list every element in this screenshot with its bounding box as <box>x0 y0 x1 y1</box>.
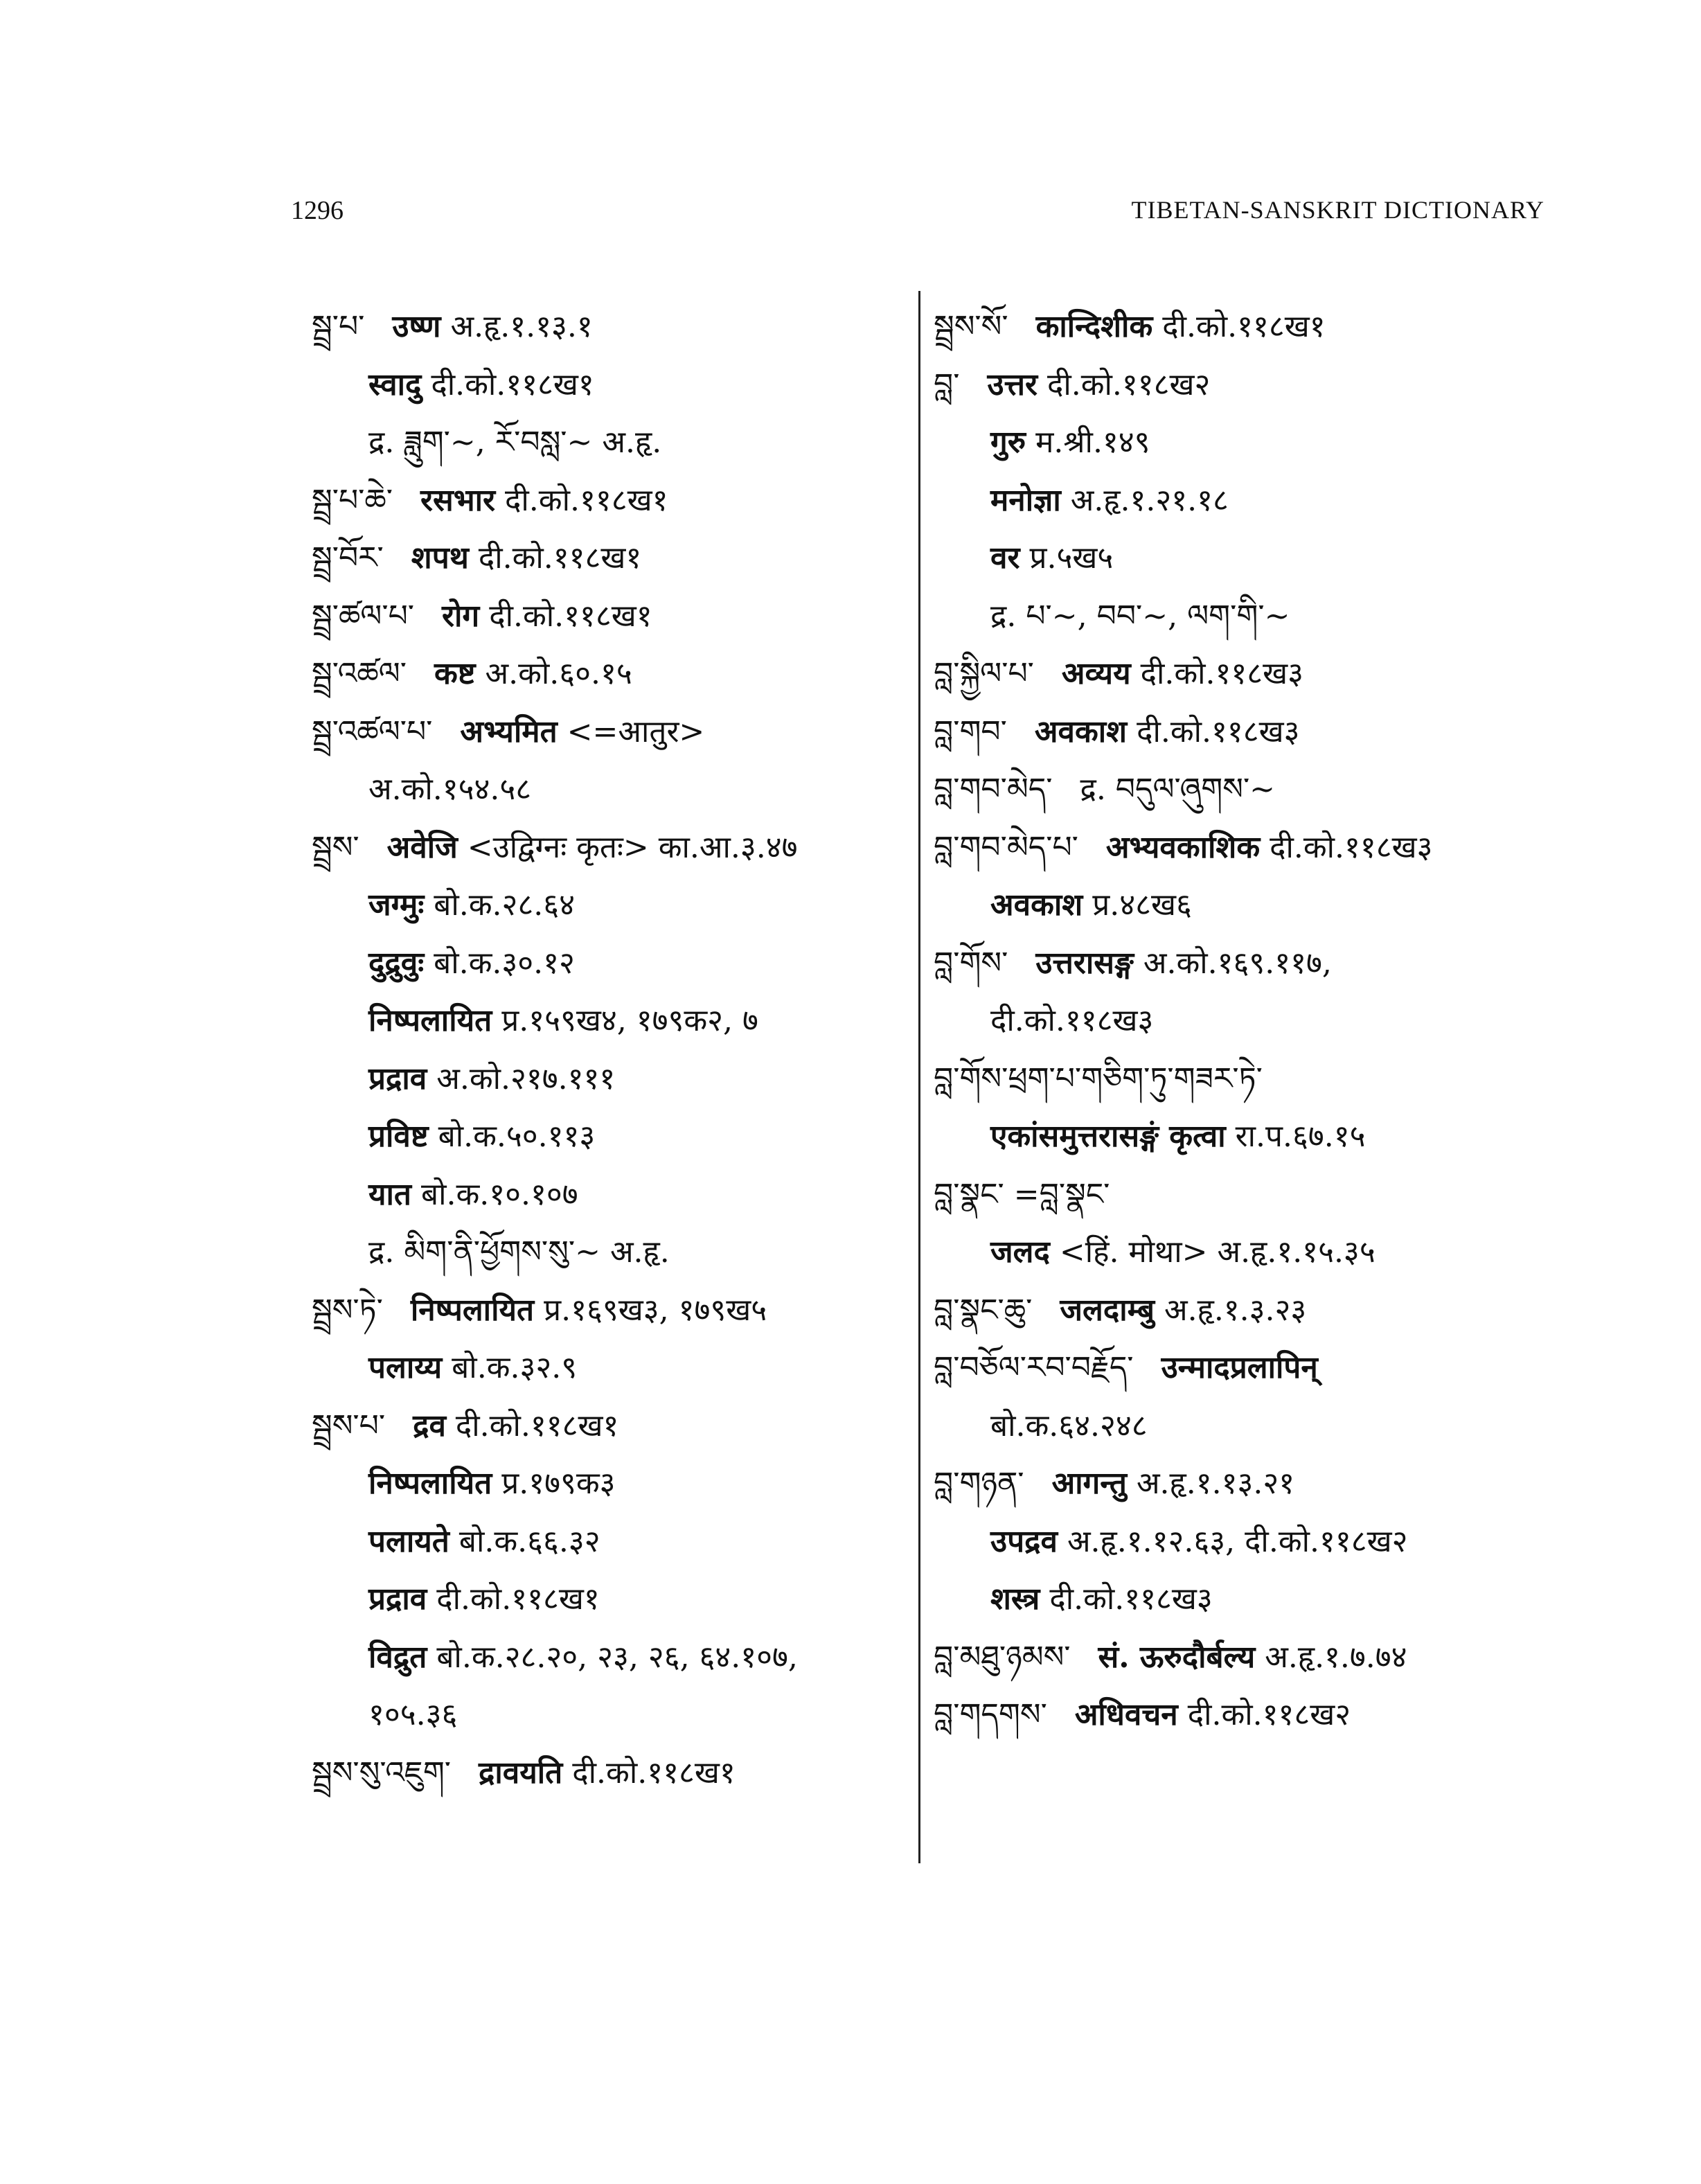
entry-subline <box>312 1513 907 1571</box>
source-reference: प्र.१६९ख३, १७९ख५ <box>544 1292 767 1328</box>
entry-headword-line <box>934 1686 1557 1744</box>
source-reference: बो.क.३२.९ <box>452 1350 578 1385</box>
source-reference: दी.को.११८ख१ <box>436 1581 600 1617</box>
tibetan-headword: སྦྲ་བོར་ <box>312 540 384 576</box>
sanskrit-equivalent: उपद्रव <box>990 1523 1058 1559</box>
source-reference: अ.हृ.१.७.७४ <box>1265 1639 1407 1675</box>
tibetan-headword: སྦྲ་འཚལ་པ་ <box>312 713 433 749</box>
entry-headword-line <box>934 761 1557 819</box>
sanskrit-equivalent: द्रव <box>413 1408 446 1444</box>
source-reference: अ.को.१६९.११७, <box>1143 945 1332 981</box>
source-reference: द्र. བདུལ་ཞུགས་~ <box>1080 772 1276 807</box>
source-reference: दी.को.११८ख३ <box>1270 829 1433 865</box>
source-reference: अ.हृ.१.३.२३ <box>1164 1292 1307 1328</box>
sanskrit-equivalent: पलायते <box>368 1523 449 1559</box>
entry-subline <box>934 1108 1557 1166</box>
entry-subline <box>312 356 907 414</box>
sanskrit-equivalent: प्रद्राव <box>368 1060 427 1097</box>
entry-headword-line <box>934 298 1557 356</box>
entry-headword-line <box>312 587 907 646</box>
source-reference: दी.को.११८ख१ <box>489 598 652 634</box>
entry-headword-line <box>934 1166 1557 1224</box>
source-reference: रा.प.६७.१५ <box>1235 1119 1366 1154</box>
entry-headword-line <box>312 472 907 530</box>
sanskrit-equivalent: उत्तरासङ्ग <box>1035 945 1134 981</box>
source-reference: बो.क.२८.२०, २३, २६, ६४.१०७, <box>436 1639 798 1675</box>
sanskrit-equivalent: प्रद्राव <box>368 1581 427 1617</box>
entry-subline <box>312 1223 907 1281</box>
sanskrit-equivalent: सं. ऊरुदौर्बल्य <box>1098 1639 1256 1675</box>
entry-headword-line <box>934 645 1557 703</box>
source-reference: दी.को.११८ख१ <box>478 540 642 576</box>
tibetan-headword: སྦྲ་ཚལ་པ་ <box>312 598 415 634</box>
source-reference: दी.को.११८ख२ <box>1187 1697 1351 1732</box>
entry-headword-line <box>934 1050 1557 1108</box>
entry-subline <box>934 587 1557 646</box>
tibetan-headword: བླ་གོས་ཕྲག་པ་གཅིག་ཏུ་གཟར་ཏེ་ <box>934 1060 1263 1097</box>
source-reference: बो.क.६४.२४८ <box>990 1408 1148 1444</box>
entry-subline <box>934 1397 1557 1455</box>
sanskrit-equivalent: गुरु <box>990 425 1026 460</box>
entry-subline <box>312 761 907 819</box>
source-reference: दी.को.११८ख३ <box>990 1003 1154 1038</box>
source-reference: बो.क.३०.१२ <box>434 945 575 981</box>
entry-subline <box>312 1166 907 1224</box>
entry-subline <box>312 1339 907 1397</box>
source-reference: १०५.३६ <box>368 1697 458 1732</box>
sanskrit-equivalent: अवेजि <box>386 829 458 865</box>
sanskrit-equivalent: निष्पलायित <box>368 1003 492 1038</box>
source-reference: अ.हृ.१.१३.१ <box>450 309 593 344</box>
sanskrit-equivalent: निष्पलायित <box>368 1466 492 1501</box>
entry-headword-line <box>934 1628 1557 1687</box>
sanskrit-equivalent: कष्ट <box>434 656 476 691</box>
entry-subline <box>312 1570 907 1628</box>
tibetan-headword: སྦྲས་སུ་འཇུག་ <box>312 1755 452 1791</box>
sanskrit-equivalent: अवकाश <box>990 887 1083 923</box>
sanskrit-equivalent: जग्मुः <box>368 887 425 923</box>
source-reference: द्र. མིག་ནི་ཕྱོགས་སུ་~ अ.हृ. <box>368 1234 670 1270</box>
source-reference: प्र.४८ख६ <box>1092 887 1192 923</box>
source-reference: दी.को.११८ख१ <box>1162 309 1326 344</box>
entry-headword-line <box>934 1455 1557 1513</box>
entry-subline <box>312 992 907 1050</box>
sanskrit-equivalent: दुद्रुवुः <box>368 945 425 981</box>
source-reference: <हिं. मोथा> अ.हृ.१.१५.३५ <box>1059 1234 1375 1270</box>
tibetan-headword: བླ་གདགས་ <box>934 1697 1047 1732</box>
entry-headword-line <box>312 1281 907 1340</box>
entry-headword-line <box>934 356 1557 414</box>
entry-subline <box>934 876 1557 934</box>
source-reference: <उद्विग्नः कृतः> का.आ.३.४७ <box>467 829 798 865</box>
entry-headword-line <box>312 529 907 587</box>
entry-subline <box>312 1050 907 1108</box>
sanskrit-equivalent: विद्रुत <box>368 1639 427 1675</box>
entry-headword-line <box>312 1397 907 1455</box>
tibetan-headword: བླ་གབ་མེད་པ་ <box>934 829 1078 865</box>
sanskrit-equivalent: वर <box>990 540 1020 576</box>
entry-headword-line <box>312 703 907 761</box>
source-reference: दी.को.११८ख२ <box>1047 366 1211 402</box>
tibetan-headword: བླ་གབ་མེད་ <box>934 772 1053 807</box>
tibetan-headword: བླ་གབ་ <box>934 713 1007 749</box>
left-column <box>312 298 907 1802</box>
sanskrit-equivalent: कान्दिशीक <box>1035 309 1153 344</box>
entry-headword-line <box>312 819 907 877</box>
entry-headword-line <box>312 298 907 356</box>
source-reference: अ.हृ.१.२१.१८ <box>1070 482 1229 518</box>
sanskrit-equivalent: निष्पलायित <box>410 1292 535 1328</box>
entry-subline <box>312 1686 907 1744</box>
tibetan-headword: བླ་ <box>934 366 960 402</box>
source-reference: दी.को.११८ख३ <box>1137 713 1300 749</box>
sanskrit-equivalent: उष्ण <box>392 309 441 344</box>
sanskrit-equivalent: रसभार <box>420 482 496 518</box>
entry-headword-line <box>934 934 1557 993</box>
source-reference: बो.क.१०.१०७ <box>421 1176 578 1212</box>
tibetan-headword: བླ་མཐུ་ཉམས་ <box>934 1639 1071 1675</box>
source-reference: म.श्री.१४९ <box>1035 425 1150 460</box>
source-reference: दी.को.११८ख१ <box>505 482 668 518</box>
sanskrit-equivalent: द्रावयति <box>479 1755 563 1791</box>
sanskrit-equivalent: अधिवचन <box>1074 1697 1178 1732</box>
source-reference: <=आतुर> <box>567 713 705 749</box>
source-reference: दी.को.११८ख१ <box>455 1408 619 1444</box>
tibetan-headword: སྦྲ་འཚལ་ <box>312 656 407 691</box>
source-reference: प्र.५ख५ <box>1029 540 1114 576</box>
sanskrit-equivalent: उन्मादप्रलापिन् <box>1161 1350 1318 1385</box>
sanskrit-equivalent: मनोज्ञा <box>990 482 1061 518</box>
source-reference: दी.को.११८ख१ <box>572 1755 736 1791</box>
tibetan-headword: སྦྲ་པ་ཆེ་ <box>312 482 393 518</box>
entry-subline <box>934 1223 1557 1281</box>
sanskrit-equivalent: अव्यय <box>1061 656 1131 691</box>
entry-subline <box>312 1628 907 1687</box>
running-head: TIBETAN-SANSKRIT DICTIONARY <box>1131 196 1544 224</box>
source-reference: बो.क.५०.११३ <box>438 1119 596 1154</box>
tibetan-headword: བླ་སྐྱིལ་པ་ <box>934 656 1034 691</box>
source-reference: अ.हृ.१.१२.६३, दी.को.११८ख२ <box>1067 1523 1408 1559</box>
source-reference: दी.को.११८ख३ <box>1140 656 1304 691</box>
entry-headword-line <box>934 1339 1557 1397</box>
sanskrit-equivalent: शस्त्र <box>990 1581 1040 1617</box>
tibetan-headword: སྦྲས་སོ་ <box>934 309 1008 344</box>
source-reference: प्र.१५९ख४, १७९क२, ७ <box>501 1003 758 1038</box>
page-header <box>291 195 1544 230</box>
entry-subline <box>934 414 1557 472</box>
entry-subline <box>934 1570 1557 1628</box>
entry-headword-line <box>934 1281 1557 1340</box>
sanskrit-equivalent: पलाय्य <box>368 1350 443 1385</box>
entry-subline <box>934 472 1557 530</box>
entry-subline <box>934 529 1557 587</box>
tibetan-headword: བླ་སྣང་ =བླ་སྣང་ <box>934 1176 1110 1212</box>
tibetan-headword: བླ་གོས་ <box>934 945 1008 981</box>
sanskrit-equivalent: जलदाम्बु <box>1060 1292 1155 1328</box>
page-number: 1296 <box>291 196 344 225</box>
sanskrit-equivalent: प्रविष्ट <box>368 1119 429 1154</box>
sanskrit-equivalent: शपथ <box>411 540 469 576</box>
entry-subline <box>934 992 1557 1050</box>
right-column <box>934 298 1557 1744</box>
tibetan-headword: སྦྲས་པ་ <box>312 1408 386 1444</box>
source-reference: अ.को.१५४.५८ <box>368 772 532 807</box>
sanskrit-equivalent: जलद <box>990 1234 1050 1270</box>
sanskrit-equivalent: स्वादु <box>368 366 422 402</box>
entry-subline <box>312 414 907 472</box>
entry-subline <box>312 1108 907 1166</box>
sanskrit-equivalent: यात <box>368 1176 411 1212</box>
column-divider <box>918 291 920 1863</box>
entry-headword-line <box>312 645 907 703</box>
sanskrit-equivalent: अभ्यमित <box>460 713 558 749</box>
entry-subline <box>312 1455 907 1513</box>
entry-subline <box>312 876 907 934</box>
source-reference: दी.को.११८ख१ <box>431 366 594 402</box>
source-reference: अ.को.२१७.१११ <box>436 1060 616 1097</box>
source-reference: प्र.१७९क३ <box>501 1466 616 1501</box>
tibetan-headword: བླ་བཅོལ་རབ་བརྗོད་ <box>934 1350 1134 1385</box>
entry-headword-line <box>312 1744 907 1802</box>
sanskrit-equivalent: अभ्यवकाशिक <box>1105 829 1261 865</box>
tibetan-headword: སྦྲས་ཏེ་ <box>312 1292 383 1328</box>
entry-subline <box>312 934 907 993</box>
entry-headword-line <box>934 703 1557 761</box>
tibetan-headword: སྦྲ་པ་ <box>312 309 365 344</box>
source-reference: दी.को.११८ख३ <box>1049 1581 1213 1617</box>
source-reference: बो.क.२८.६४ <box>434 887 576 923</box>
source-reference: द्र. ཟླུག་~, རོ་བསླ་~ अ.हृ. <box>368 425 662 460</box>
sanskrit-equivalent: अवकाश <box>1034 713 1128 749</box>
tibetan-headword: བླ་སྣང་ཆུ་ <box>934 1292 1033 1328</box>
sanskrit-equivalent: एकांसमुत्तरासङ्गं कृत्वा <box>990 1119 1226 1154</box>
source-reference: द्र. པ་~, བབ་~, ལག་གི་~ <box>990 598 1290 634</box>
sanskrit-equivalent: रोग <box>442 598 480 634</box>
source-reference: अ.को.६०.१५ <box>485 656 632 691</box>
tibetan-headword: སྦྲས་ <box>312 829 359 865</box>
tibetan-headword: བླ་གཉན་ <box>934 1466 1024 1501</box>
sanskrit-equivalent: उत्तर <box>987 366 1037 402</box>
source-reference: अ.हृ.१.१३.२१ <box>1136 1466 1295 1501</box>
entry-headword-line <box>934 819 1557 877</box>
entry-subline <box>934 1513 1557 1571</box>
source-reference: बो.क.६६.३२ <box>458 1523 600 1559</box>
sanskrit-equivalent: आगन्तु <box>1051 1466 1127 1501</box>
